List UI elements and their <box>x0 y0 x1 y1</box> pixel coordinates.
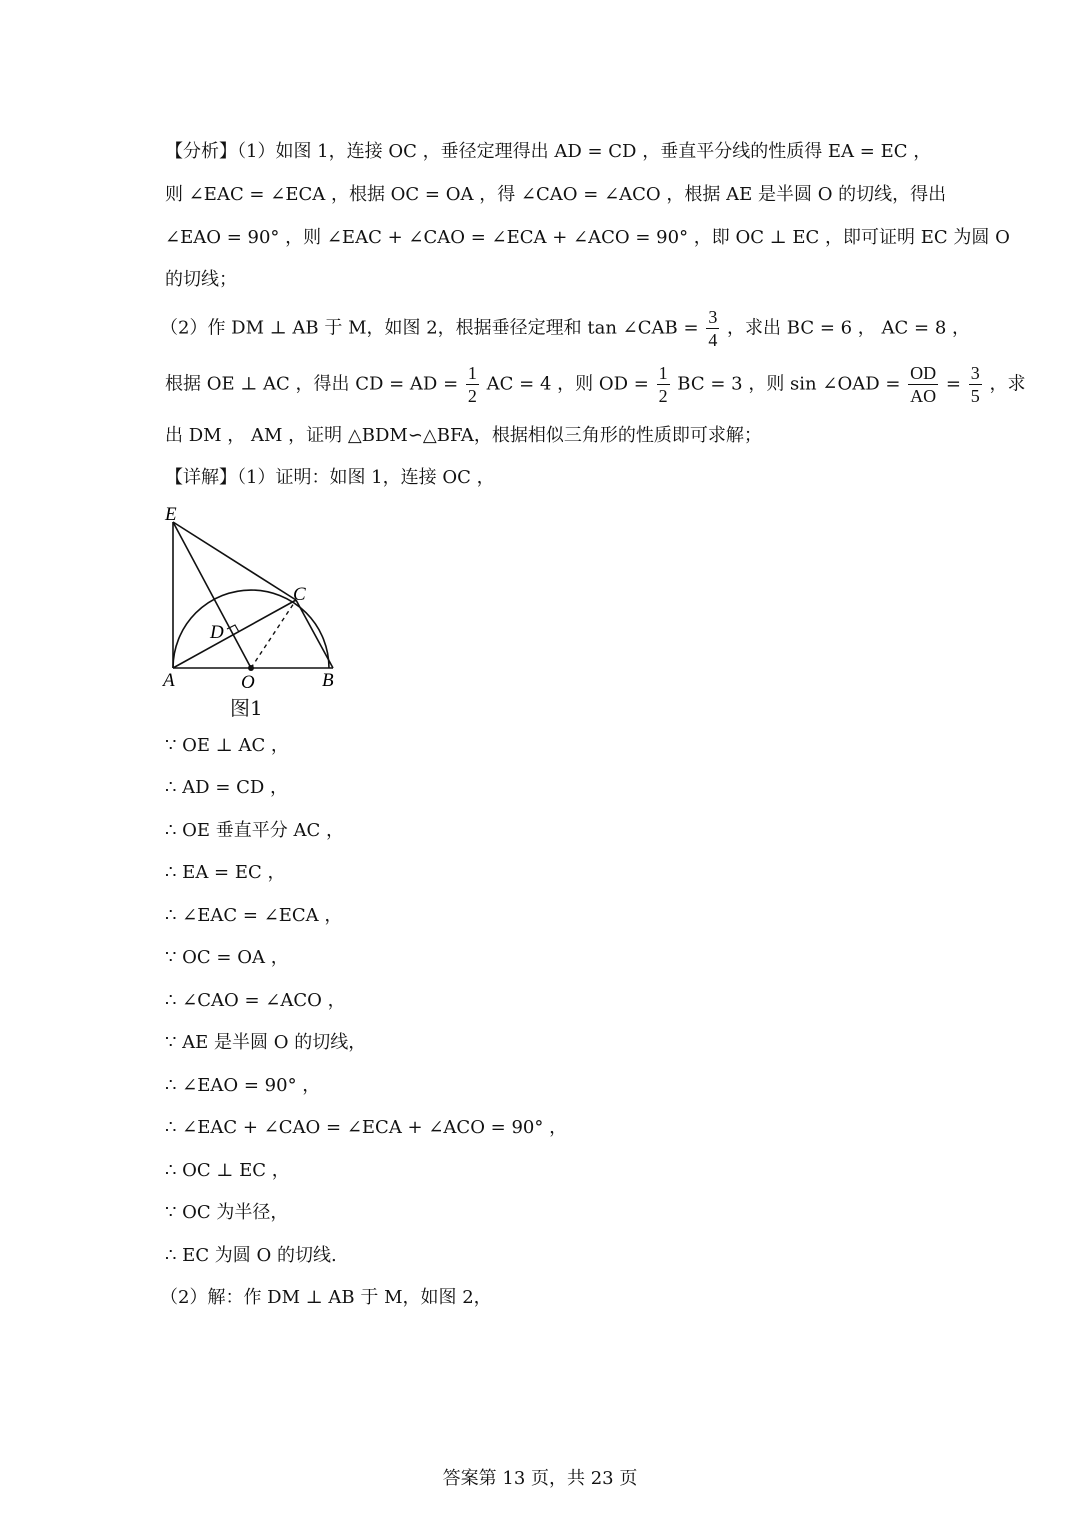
fraction-numerator: 3 <box>970 363 980 383</box>
analysis-line-2: 则 ∠EAC = ∠ECA ，根据 OC = OA ，得 ∠CAO = ∠ACO ，根据 AE 是半圆 O 的切线，得出 <box>165 184 947 205</box>
fraction-one-half-a <box>466 362 479 407</box>
fraction-denominator: 5 <box>970 386 980 406</box>
fraction-numerator: OD <box>910 363 937 383</box>
fraction-denominator: 2 <box>658 386 668 406</box>
analysis-line-6 <box>165 362 1025 407</box>
analysis-line-4: 的切线； <box>165 269 237 290</box>
point-o <box>248 665 254 671</box>
proof-step: ∴ OC ⊥ EC ， <box>165 1160 290 1181</box>
segment-ec <box>173 522 296 600</box>
segment-oc-dashed <box>251 600 296 668</box>
analysis-line-6-text-d: = <box>945 373 961 395</box>
fraction-numerator: 3 <box>708 307 718 327</box>
proof-step: ∴ OE 垂直平分 AC ， <box>165 820 345 841</box>
analysis-line-5 <box>160 306 970 351</box>
label-e: E <box>165 504 177 525</box>
proof-step: ∴ ∠EAC + ∠CAO = ∠ECA + ∠ACO = 90° ， <box>165 1117 568 1138</box>
fraction-three-quarters <box>706 306 719 351</box>
segment-ac <box>173 600 296 668</box>
page-footer: 答案第 13 页，共 23 页 <box>442 1468 638 1489</box>
fraction-numerator: 1 <box>467 363 477 383</box>
fraction-numerator: 1 <box>658 363 668 383</box>
geometry-diagram <box>155 500 355 695</box>
proof-step: ∵ OC 为半径， <box>165 1202 289 1223</box>
label-b: B <box>322 670 334 691</box>
proof-step: ∵ OC = OA ， <box>165 947 289 968</box>
label-a: A <box>163 670 175 691</box>
proof-step: ∵ AE 是半圆 O 的切线， <box>165 1032 367 1053</box>
label-o: O <box>241 672 255 693</box>
segment-cb <box>296 600 333 668</box>
analysis-line-6-text-b: AC = 4 ，则 OD = <box>486 373 649 395</box>
analysis-line-6-text-c: BC = 3 ，则 sin ∠OAD = <box>677 373 901 395</box>
proof-step: ∴ AD = CD ， <box>165 777 289 798</box>
proof-step: ∴ ∠EAO = 90° ， <box>165 1075 321 1096</box>
analysis-line-6-text-a: 根据 OE ⊥ AC ，得出 CD = AD = <box>165 373 459 395</box>
proof-step: ∴ EA = EC ， <box>165 862 286 883</box>
analysis-line-7: 出 DM ， AM ，证明 △BDM∽△BFA，根据相似三角形的性质即可求解； <box>165 425 762 446</box>
analysis-line-1: 【分析】（1）如图 1，连接 OC ，垂径定理得出 AD = CD ，垂直平分线的性质得 EA = EC ， <box>165 141 932 162</box>
analysis-line-5-text-b: ，求出 BC = 6 ， AC = 8 ， <box>727 317 970 339</box>
fraction-denominator: 4 <box>708 330 718 350</box>
label-d: D <box>210 622 224 643</box>
analysis-line-5-text-a: （2）作 DM ⊥ AB 于 M，如图 2，根据垂径定理和 tan ∠CAB = <box>160 317 699 339</box>
analysis-line-6-text-e: ，求 <box>989 373 1026 395</box>
detail-heading: 【详解】（1）证明：如图 1，连接 OC ， <box>165 467 495 488</box>
figure-1 <box>155 500 355 699</box>
fraction-denominator: AO <box>910 386 937 406</box>
proof-step: ∴ ∠CAO = ∠ACO ， <box>165 990 346 1011</box>
proof-step: （2）解：作 DM ⊥ AB 于 M，如图 2， <box>160 1287 492 1308</box>
analysis-line-3: ∠EAO = 90° ，则 ∠EAC + ∠CAO = ∠ECA + ∠ACO = 90° ，即 OC ⊥ EC ，即可证明 EC 为圆 O <box>165 227 1010 248</box>
proof-step: ∵ OE ⊥ AC ， <box>165 735 289 756</box>
figure-caption: 图1 <box>230 696 263 720</box>
fraction-denominator: 2 <box>467 386 477 406</box>
proof-step: ∴ ∠EAC = ∠ECA ， <box>165 905 343 926</box>
fraction-od-ao <box>908 362 938 407</box>
label-c: C <box>293 584 306 605</box>
proof-step: ∴ EC 为圆 O 的切线. <box>165 1245 337 1266</box>
fraction-one-half-b <box>657 362 670 407</box>
fraction-three-fifths <box>969 362 982 407</box>
